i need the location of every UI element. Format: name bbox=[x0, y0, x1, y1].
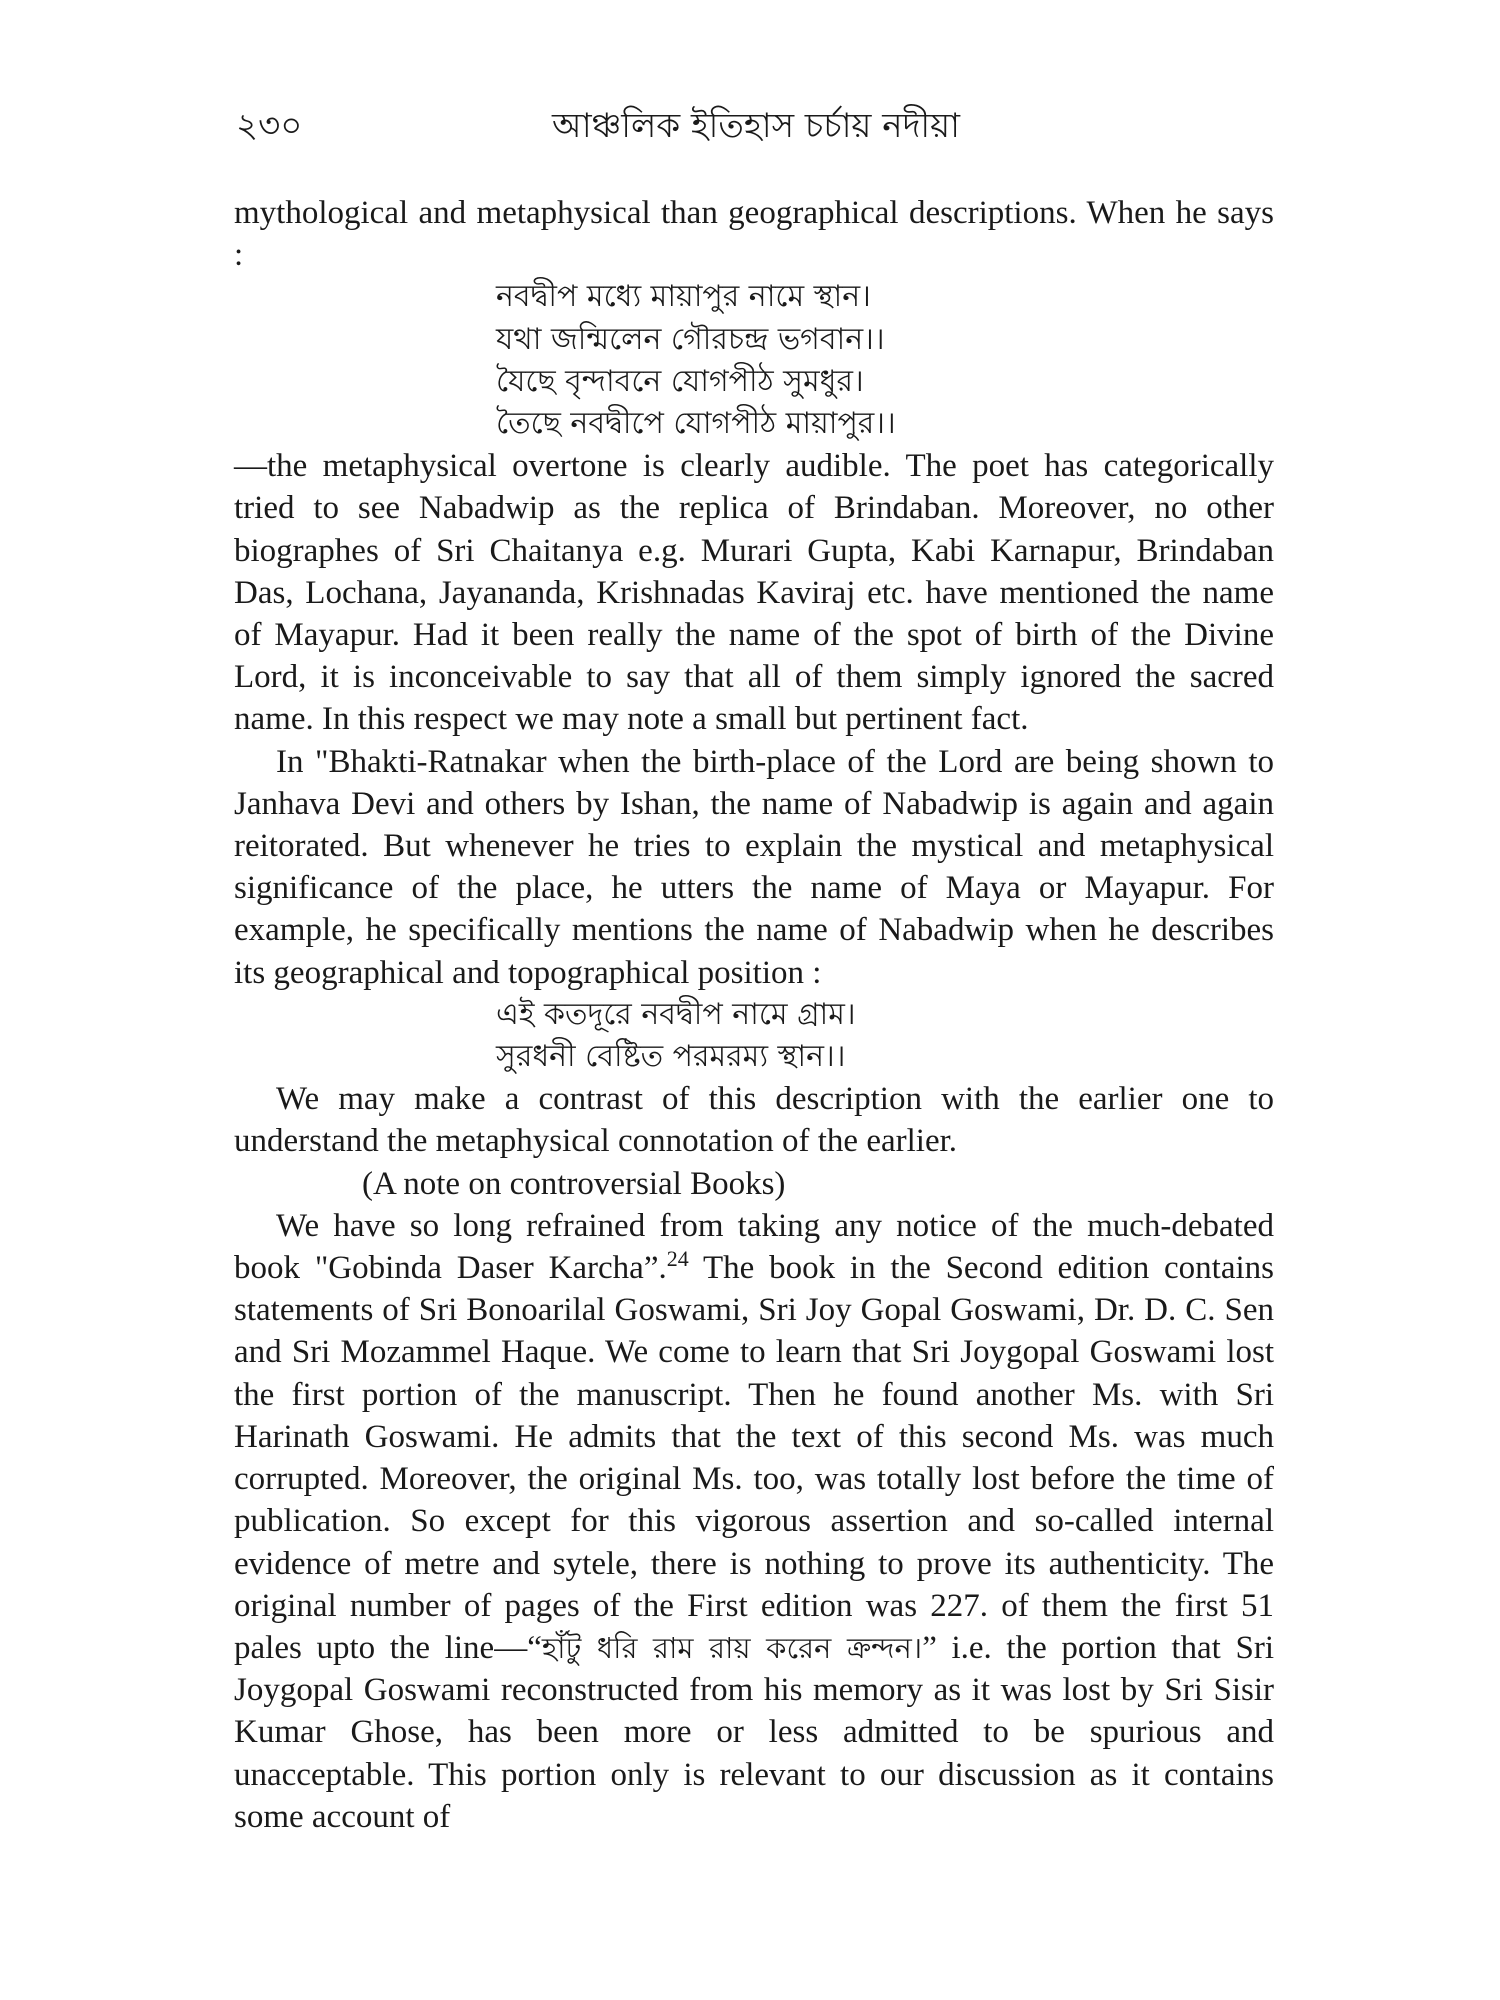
body-text bbox=[234, 192, 1274, 1838]
bengali-verse-2 bbox=[234, 994, 1274, 1078]
page-number: ২৩০ bbox=[236, 106, 303, 146]
verse-line: এই কতদূরে নবদ্বীপ নামে গ্রাম। bbox=[496, 996, 856, 1032]
paragraph-4: We may make a contrast of this description with the earlier one to understand the metaphysical connotation of the earlier. bbox=[234, 1081, 1274, 1160]
verse-line: তৈছে নবদ্বীপে যোগপীঠ মায়াপুর।। bbox=[496, 406, 896, 442]
section-heading: (A note on controversial Books) bbox=[362, 1165, 786, 1202]
page-header bbox=[236, 100, 1276, 150]
footnote-reference: 24 bbox=[666, 1246, 689, 1272]
bengali-verse-1 bbox=[234, 276, 1274, 445]
verse-line: নবদ্বীপ মধ্যে মায়াপুর নামে স্থান। bbox=[496, 279, 871, 315]
running-title: আঞ্চলিক ইতিহাস চর্চায় নদীয়া bbox=[551, 106, 961, 146]
paragraph-1: mythological and metaphysical than geographical descriptions. When he says : bbox=[234, 195, 1274, 274]
verse-line: যৈছে বৃন্দাবনে যোগপীঠ সুমধুর। bbox=[496, 363, 864, 399]
paragraph-2: —the metaphysical overtone is clearly audible. The poet has categorically tried to see Nabadwip as the replica of Brindaban. Moreover, no other biographes of Sri Chaitanya e.g. Murari Gupta, Kabi Karnapur, Brindaban Das, Lochana, Jayananda, Krishnadas Kaviraj etc. have mentioned the name of Mayapur. Had it been really the name of the spot of birth of the Divine Lord, it is inconceivable to say that all of them simply ignored the sacred name. In this respect we may note a small but pertinent fact. bbox=[234, 448, 1274, 738]
paragraph-3: In "Bhakti-Ratnakar when the birth-place of the Lord are being shown to Janhava Devi and others by Ishan, the name of Nabadwip is again and again reitorated. But whenever he tries to explain the mystical and metaphysical significance of the place, he utters the name of Maya or Mayapur. For example, he specifically mentions the name of Nabadwip when he describes its geographical and topographical position : bbox=[234, 743, 1274, 991]
paragraph-5 bbox=[234, 1205, 1274, 1838]
verse-line: যথা জন্মিলেন গৌরচন্দ্র ভগবান।। bbox=[496, 321, 885, 357]
paragraph-5-part-c: ” i.e. the portion that Sri Joygopal Goswami reconstructed from his memory as it was lost by Sri Sisir Kumar Ghose, has been more or less admitted to be spurious and unacceptable. This portion only is relevant to our discussion as it contains some account of bbox=[234, 1629, 1275, 1835]
verse-line: সুরধনী বেষ্টিত পরমরম্য স্থান।। bbox=[496, 1039, 846, 1075]
bengali-quote: হাঁটু ধরি রাম রায় করেন ক্রন্দন। bbox=[541, 1630, 923, 1665]
paragraph-5-part-b: The book in the Second edition contains statements of Sri Bonoarilal Goswami, Sri Joy Gopal Goswami, Dr. D. C. Sen and Sri Mozammel Haque. We come to learn that Sri Joygopal Goswami lost the first portion of the manuscript. Then he found another Ms. with Sri Harinath Goswami. He admits that the text of this second Ms. was much corrupted. Moreover, the original Ms. too, was totally lost before the time of publication. So except for this vigorous assertion and so-called internal evidence of metre and sytele, there is nothing to prove its authenticity. The original number of pages of the First edition was 227. of them the first 51 pales upto the line—“ bbox=[234, 1250, 1275, 1666]
paragraph-5-part-a: We have so long refrained from taking any notice of the much-debated book "Gobinda Daser Karcha”. bbox=[234, 1207, 1274, 1287]
